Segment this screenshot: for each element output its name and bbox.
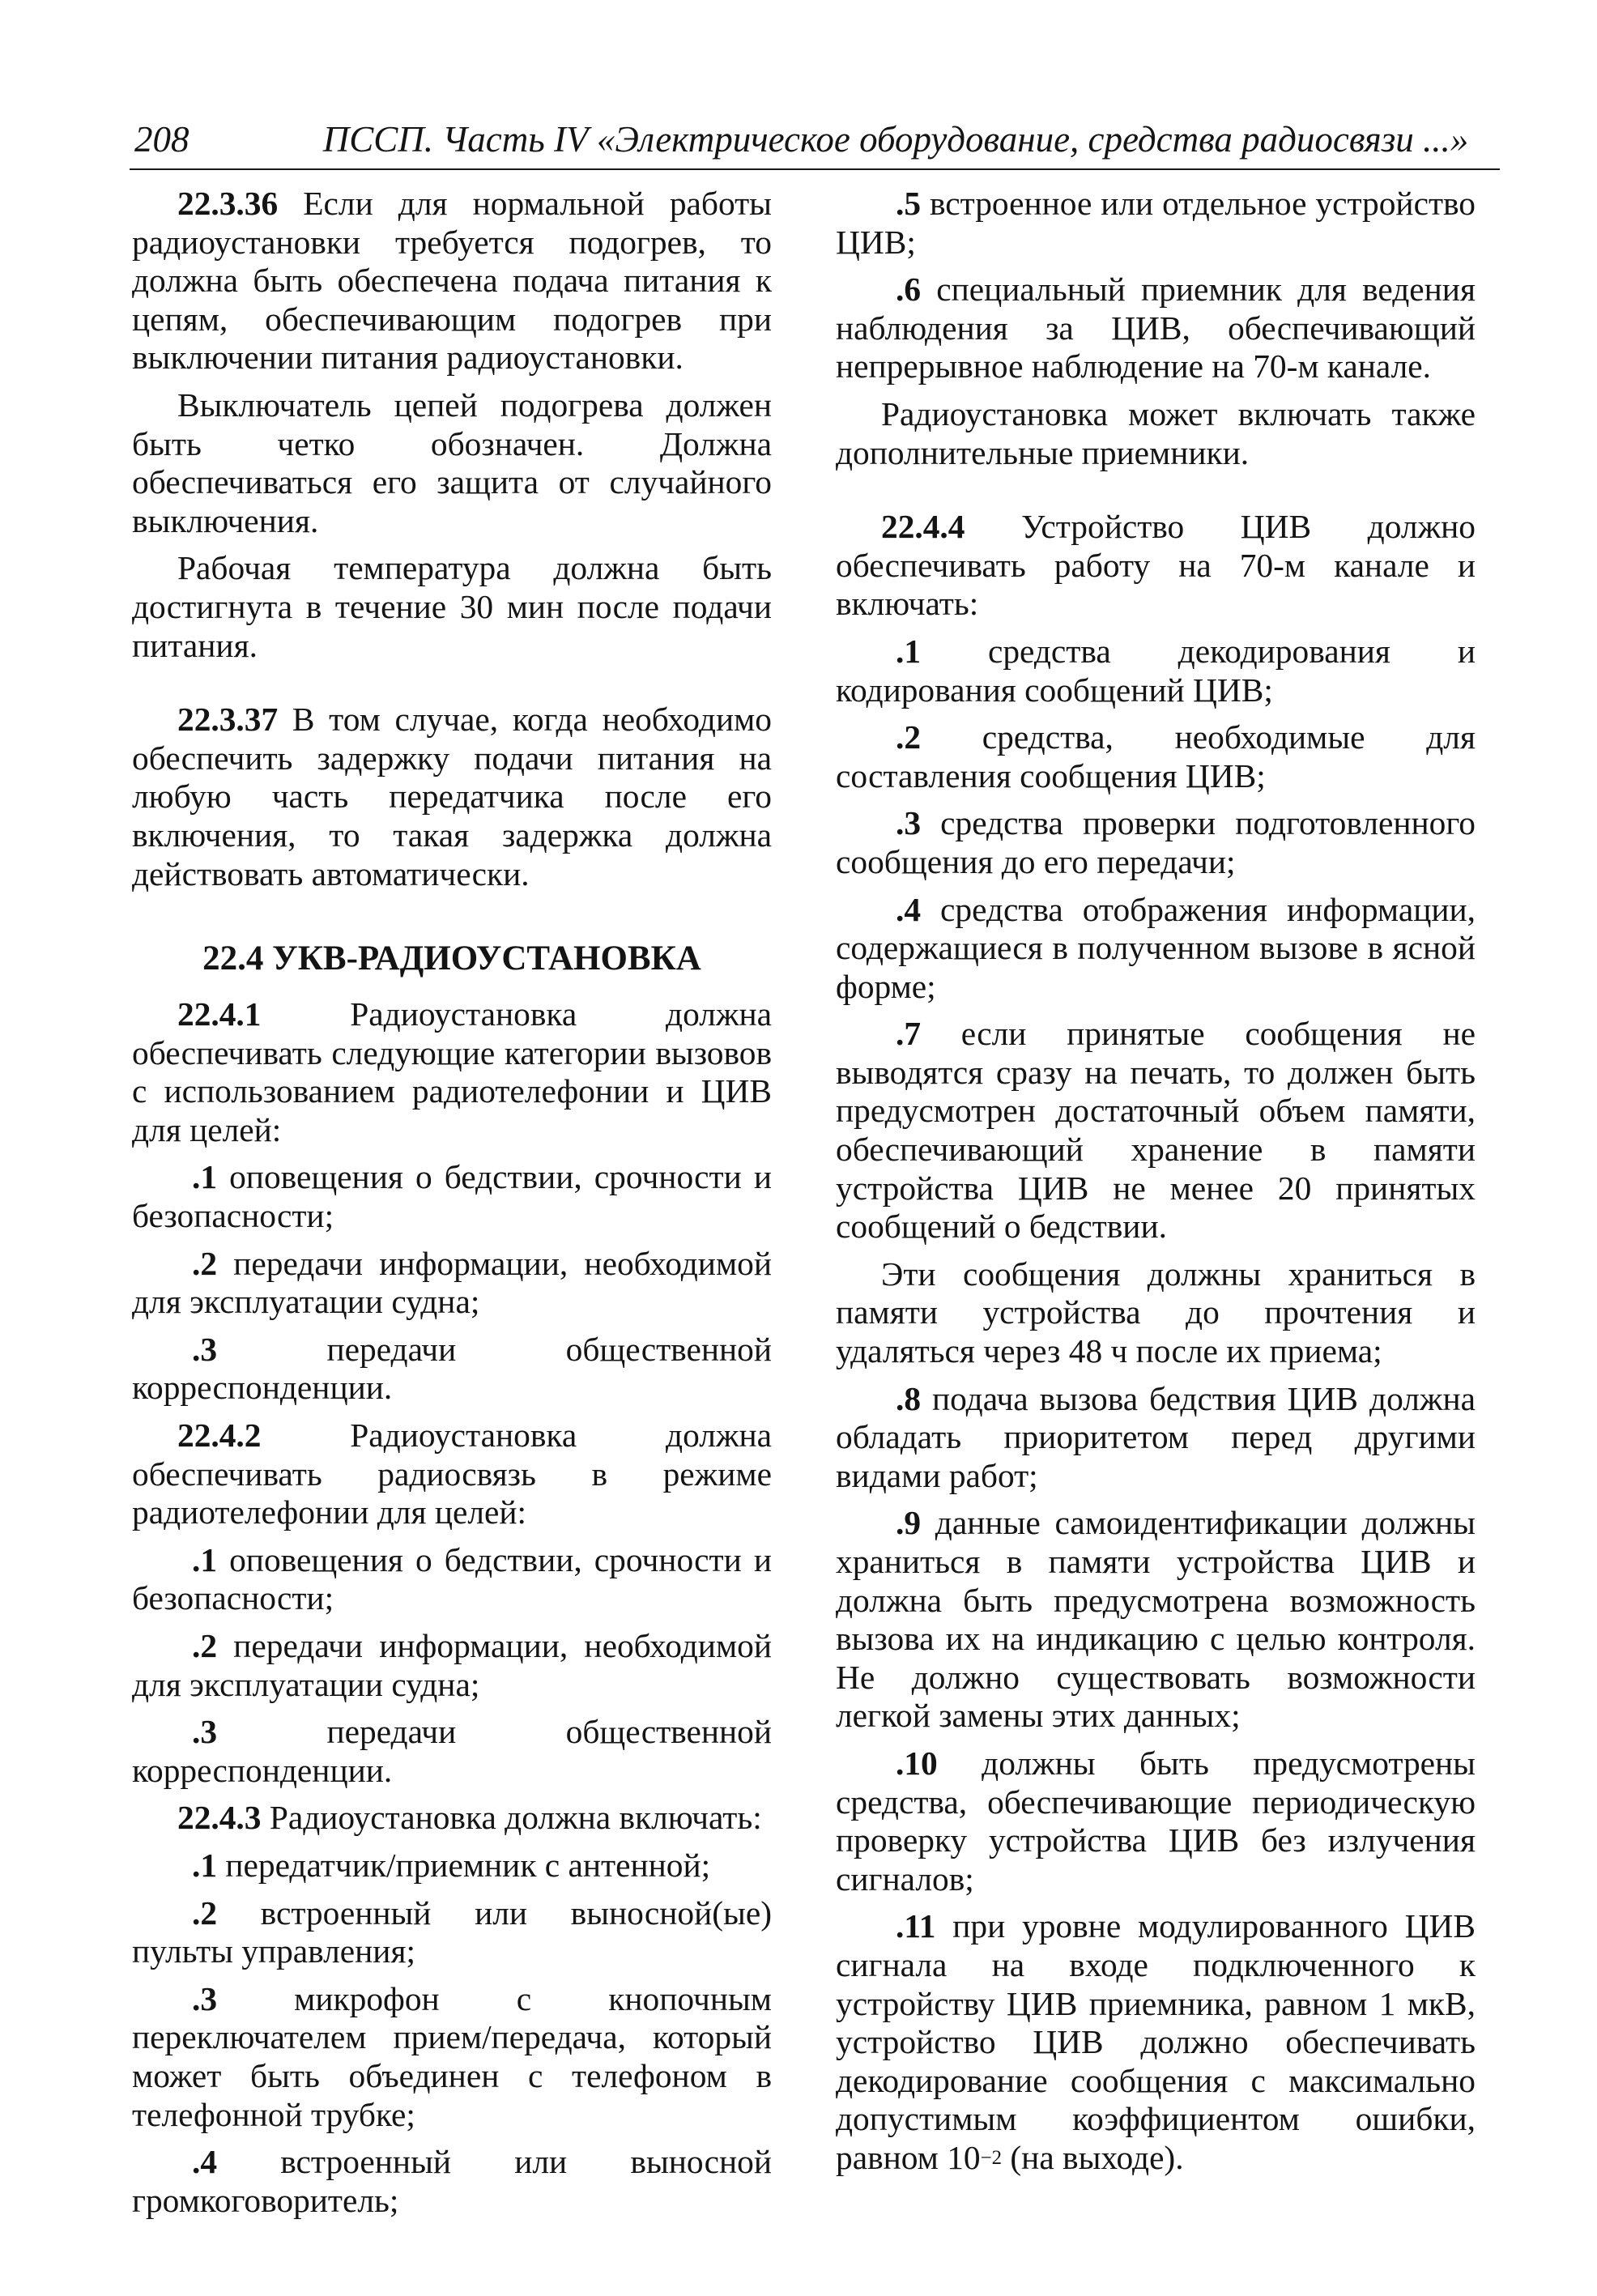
- item-text: передатчик/приемник с антенной;: [217, 1846, 711, 1884]
- clause-number: 22.4.3: [177, 1799, 262, 1837]
- item-number: .1: [192, 1158, 218, 1196]
- item-text: специальный приемник для ведения наблюдения за ЦИВ, обеспечивающий непрерывное наблюдение на 70-м канале.: [836, 270, 1476, 386]
- item-number: .9: [896, 1504, 922, 1542]
- paragraph-22-4-2: [132, 1416, 772, 1532]
- exponent: −2: [980, 2146, 1003, 2169]
- list-item: [132, 1331, 772, 1408]
- item-number: .5: [896, 185, 922, 222]
- item-text-tail: (на выходе).: [1002, 2138, 1184, 2176]
- list-item: [132, 1541, 772, 1618]
- item-number: .6: [896, 270, 922, 309]
- paragraph-22-3-37: [132, 701, 772, 893]
- item-number: .3: [896, 804, 922, 842]
- list-item: [836, 718, 1476, 795]
- paragraph-operating-temperature: Рабочая температура должна быть достигнута в течение 30 мин после подачи питания.: [132, 549, 772, 664]
- item-number: .10: [896, 1744, 938, 1782]
- clause-text: Радиоустановка должна включать:: [261, 1799, 762, 1837]
- item-text: передачи информации, необходимой для эксплуатации судна;: [132, 1244, 772, 1321]
- item-number: .8: [896, 1379, 922, 1417]
- item-text: при уровне модулированного ЦИВ сигнала на входе подключенного к устройству ЦИВ приемника, равном 1 мкВ, устройство ЦИВ должно обеспечивать декодирование сообщения с максимально допустимым коэффициентом ошибки, равном 10: [836, 1907, 1476, 2176]
- item-number: .4: [896, 890, 922, 928]
- clause-text: В том случае, когда необходимо обеспечить задержку подачи питания на любую часть передатчика после его включения, то такая задержка должна действовать автоматически.: [132, 701, 772, 892]
- list-item: [132, 1713, 772, 1790]
- item-number: .1: [896, 632, 922, 670]
- left-column: [132, 185, 772, 2229]
- clause-number: 22.4.1: [177, 995, 262, 1033]
- paragraph-22-4-3: [132, 1799, 772, 1838]
- item-number: .3: [192, 1330, 218, 1368]
- list-item: [836, 891, 1476, 1007]
- item-text: микрофон с кнопочным переключателем прием/передача, который может быть объединен с телефоном в телефонной трубке;: [132, 1979, 772, 2133]
- right-column: [836, 185, 1476, 2187]
- item-number: .4: [192, 2143, 218, 2181]
- item-number: .2: [896, 718, 922, 756]
- item-text: передачи общественной корреспонденции.: [132, 1713, 772, 1789]
- clause-number: 22.4.4: [881, 508, 965, 546]
- list-item: [836, 270, 1476, 386]
- list-item: [836, 1907, 1476, 2177]
- item-number: .1: [192, 1846, 218, 1884]
- item-number: .3: [192, 1979, 218, 2017]
- item-text: если принятые сообщения не выводятся сразу на печать, то должен быть предусмотрен достаточный объем памяти, обеспечивающий хранение в памяти устройства ЦИВ не менее 20 принятых сообщений о бедствии.: [836, 1015, 1476, 1246]
- paragraph-22-4-4: [836, 508, 1476, 624]
- item-number: .2: [192, 1627, 218, 1664]
- list-item: [132, 1847, 772, 1885]
- item-text: должны быть предусмотрены средства, обеспечивающие периодическую проверку устройства ЦИВ без излучения сигналов;: [836, 1744, 1476, 1898]
- item-text: подача вызова бедствия ЦИВ должна обладать приоритетом перед другими видами работ;: [836, 1379, 1476, 1494]
- item-number: .3: [192, 1713, 218, 1751]
- list-item: [132, 2143, 772, 2220]
- item-number: .1: [192, 1540, 218, 1578]
- item-text: средства декодирования и кодирования сообщений ЦИВ;: [836, 632, 1476, 709]
- list-item: [836, 1504, 1476, 1736]
- clause-text: Радиоустановка должна обеспечивать следующие категории вызовов с использованием радиотелефонии и ЦИВ для целей:: [132, 995, 772, 1148]
- clause-number: 22.3.36: [177, 185, 279, 222]
- item-text: передачи информации, необходимой для эксплуатации судна;: [132, 1627, 772, 1703]
- clause-text: Устройство ЦИВ должно обеспечивать работу на 70-м канале и включать:: [836, 508, 1476, 623]
- list-item: [836, 804, 1476, 881]
- paragraph-extra-receivers: Радиоустановка может включать также дополнительные приемники.: [836, 394, 1476, 471]
- item-text: передачи общественной корреспонденции.: [132, 1330, 772, 1407]
- clause-text: Радиоустановка должна обеспечивать радиосвязь в режиме радиотелефонии для целей:: [132, 1416, 772, 1531]
- item-text: оповещения о бедствии, срочности и безопасности;: [132, 1158, 772, 1235]
- clause-number: 22.3.37: [177, 701, 279, 739]
- clause-number: 22.4.2: [177, 1416, 262, 1455]
- list-item: [836, 633, 1476, 709]
- paragraph-22-4-1: [132, 995, 772, 1149]
- list-item: [132, 1894, 772, 1971]
- section-heading: 22.4 УКВ-РАДИОУСТАНОВКА: [202, 939, 701, 978]
- list-item: [836, 1015, 1476, 1246]
- item-text: встроенный или выносной громкоговоритель;: [132, 2143, 772, 2219]
- item-number: .7: [896, 1015, 922, 1053]
- list-item: [836, 185, 1476, 262]
- paragraph-message-storage: Эти сообщения должны храниться в памяти устройства до прочтения и удаляться через 48 ч после их приема;: [836, 1254, 1476, 1370]
- clause-text: Если для нормальной работы радиоустановки требуется подогрев, то должна быть обеспечена подача питания к цепям, обеспечивающим подогрев при выключении питания радиоустановки.: [132, 185, 772, 377]
- list-item: [132, 1980, 772, 2134]
- list-item: [132, 1627, 772, 1704]
- item-text: встроенный или выносной(ые) пульты управления;: [132, 1893, 772, 1970]
- running-title: ПССП. Часть IV «Электрическое оборудование, средства радиосвязи ...»: [322, 119, 1469, 160]
- page-number: 208: [134, 119, 190, 160]
- item-text: встроенное или отдельное устройство ЦИВ;: [836, 185, 1476, 261]
- item-number: .11: [896, 1907, 936, 1945]
- paragraph-22-3-36: [132, 185, 772, 377]
- list-item: [132, 1245, 772, 1322]
- page-header: [130, 113, 1500, 170]
- list-item: [132, 1158, 772, 1235]
- paragraph-heater-switch: Выключатель цепей подогрева должен быть четко обозначен. Должна обеспечиваться его защита от случайного выключения.: [132, 386, 772, 539]
- item-text: средства проверки подготовленного сообщения до его передачи;: [836, 804, 1476, 880]
- item-number: .2: [192, 1244, 218, 1282]
- item-text: оповещения о бедствии, срочности и безопасности;: [132, 1540, 772, 1617]
- list-item: [836, 1744, 1476, 1898]
- item-number: .2: [192, 1893, 218, 1932]
- item-text: средства отображения информации, содержащиеся в полученном вызове в ясной форме;: [836, 890, 1476, 1005]
- list-item: [836, 1380, 1476, 1496]
- item-text: данные самоидентификации должны храниться в памяти устройства ЦИВ и должна быть предусмотрена возможность вызова их на индикацию с целью контроля. Не должно существовать возможности легкой замены этих данных;: [836, 1504, 1476, 1735]
- item-text: средства, необходимые для составления сообщения ЦИВ;: [836, 718, 1476, 794]
